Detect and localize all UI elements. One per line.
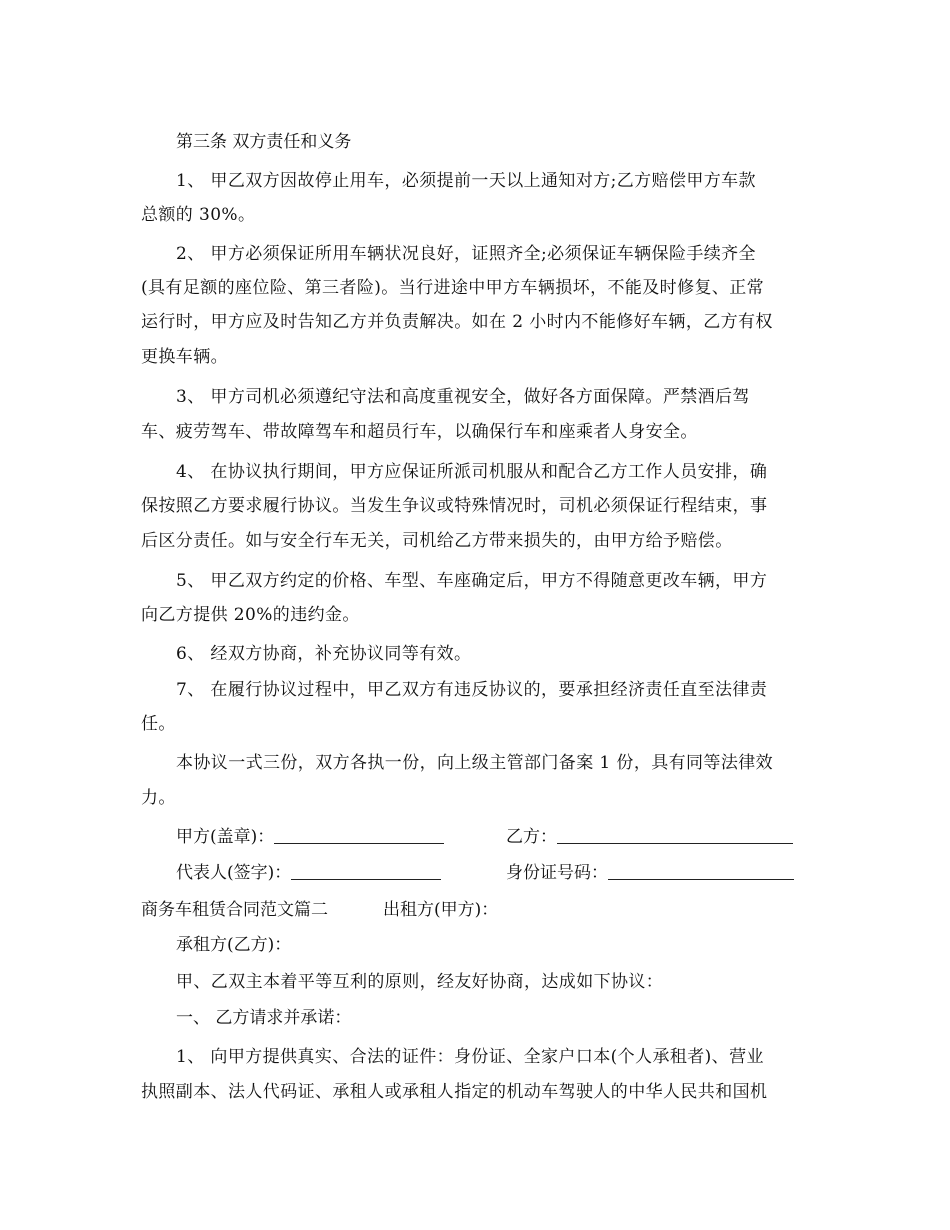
second-contract-heading: 商务车租赁合同范文篇二: [141, 900, 328, 920]
item-1-line-2: 总额的 30%。: [141, 205, 256, 225]
item-3-line-1: 3、 甲方司机必须遵纪守法和高度重视安全，做好各方面保障。严禁酒后驾: [176, 387, 750, 407]
id-number-blank[interactable]: [608, 863, 794, 880]
item-5-line-2: 向乙方提供 20%的违约金。: [141, 605, 360, 625]
party-b-row: [506, 820, 793, 854]
item-2-line-4: 更换车辆。: [141, 347, 228, 367]
copies-line-2: 力。: [141, 788, 176, 808]
id-number-row: [506, 856, 794, 890]
representative-blank[interactable]: [291, 863, 441, 880]
item-5-line-1: 5、 甲乙双方约定的价格、车型、车座确定后，甲方不得随意更改车辆，甲方: [176, 571, 768, 591]
copies-line-1: 本协议一式三份，双方各执一份，向上级主管部门备案 1 份，具有同等法律效: [176, 753, 774, 773]
section-one-heading: 一、 乙方请求并承诺：: [176, 1008, 352, 1028]
item-2-line-2: (具有足额的座位险、第三者险)。当行进途中甲方车辆损坏，不能及时修复、正常: [141, 278, 765, 298]
item-4-line-2: 保按照乙方要求履行协议。当发生争议或特殊情况时，司机必须保证行程结束，事: [141, 496, 768, 516]
item-7-line-1: 7、 在履行协议过程中，甲乙双方有违反协议的，要承担经济责任直至法律责: [176, 680, 768, 700]
second-item-1-line-1: 1、 向甲方提供真实、合法的证件：身份证、全家户口本(个人承租者)、营业: [176, 1047, 764, 1067]
representative-label: 代表人(签字)：: [176, 863, 292, 883]
representative-row: [176, 856, 441, 890]
item-4-line-3: 后区分责任。如与安全行车无关，司机给乙方带来损失的，由甲方给予赔偿。: [141, 531, 733, 551]
lessor-label: 出租方(甲方)：: [383, 900, 499, 920]
party-b-label: 乙方：: [506, 827, 557, 847]
item-2-line-3: 运行时，甲方应及时告知乙方并负责解决。如在 2 小时内不能修好车辆，乙方有权: [141, 312, 773, 332]
item-2-line-1: 2、 甲方必须保证所用车辆状况良好，证照齐全;必须保证车辆保险手续齐全: [176, 244, 756, 264]
item-6-line-1: 6、 经双方协商，补充协议同等有效。: [176, 644, 472, 664]
article-title: 第三条 双方责任和义务: [176, 132, 352, 152]
second-intro: 甲、乙双主本着平等互利的原则，经友好协商，达成如下协议：: [176, 972, 664, 992]
lessee-label: 承租方(乙方)：: [176, 935, 292, 955]
item-1-line-1: 1、 甲乙双方因故停止用车，必须提前一天以上通知对方;乙方赔偿甲方车款: [176, 171, 756, 191]
item-4-line-1: 4、 在协议执行期间，甲方应保证所派司机服从和配合乙方工作人员安排，确: [176, 462, 768, 482]
id-number-label: 身份证号码：: [506, 863, 608, 883]
item-7-line-2: 任。: [141, 714, 176, 734]
party-a-blank[interactable]: [274, 827, 444, 844]
party-b-blank[interactable]: [557, 827, 793, 844]
party-a-label: 甲方(盖章)：: [176, 827, 275, 847]
item-3-line-2: 车、疲劳驾车、带故障驾车和超员行车，以确保行车和座乘者人身安全。: [141, 422, 698, 442]
second-item-1-line-2: 执照副本、法人代码证、承租人或承租人指定的机动车驾驶人的中华人民共和国机: [141, 1082, 768, 1102]
party-a-seal-row: [176, 820, 444, 854]
